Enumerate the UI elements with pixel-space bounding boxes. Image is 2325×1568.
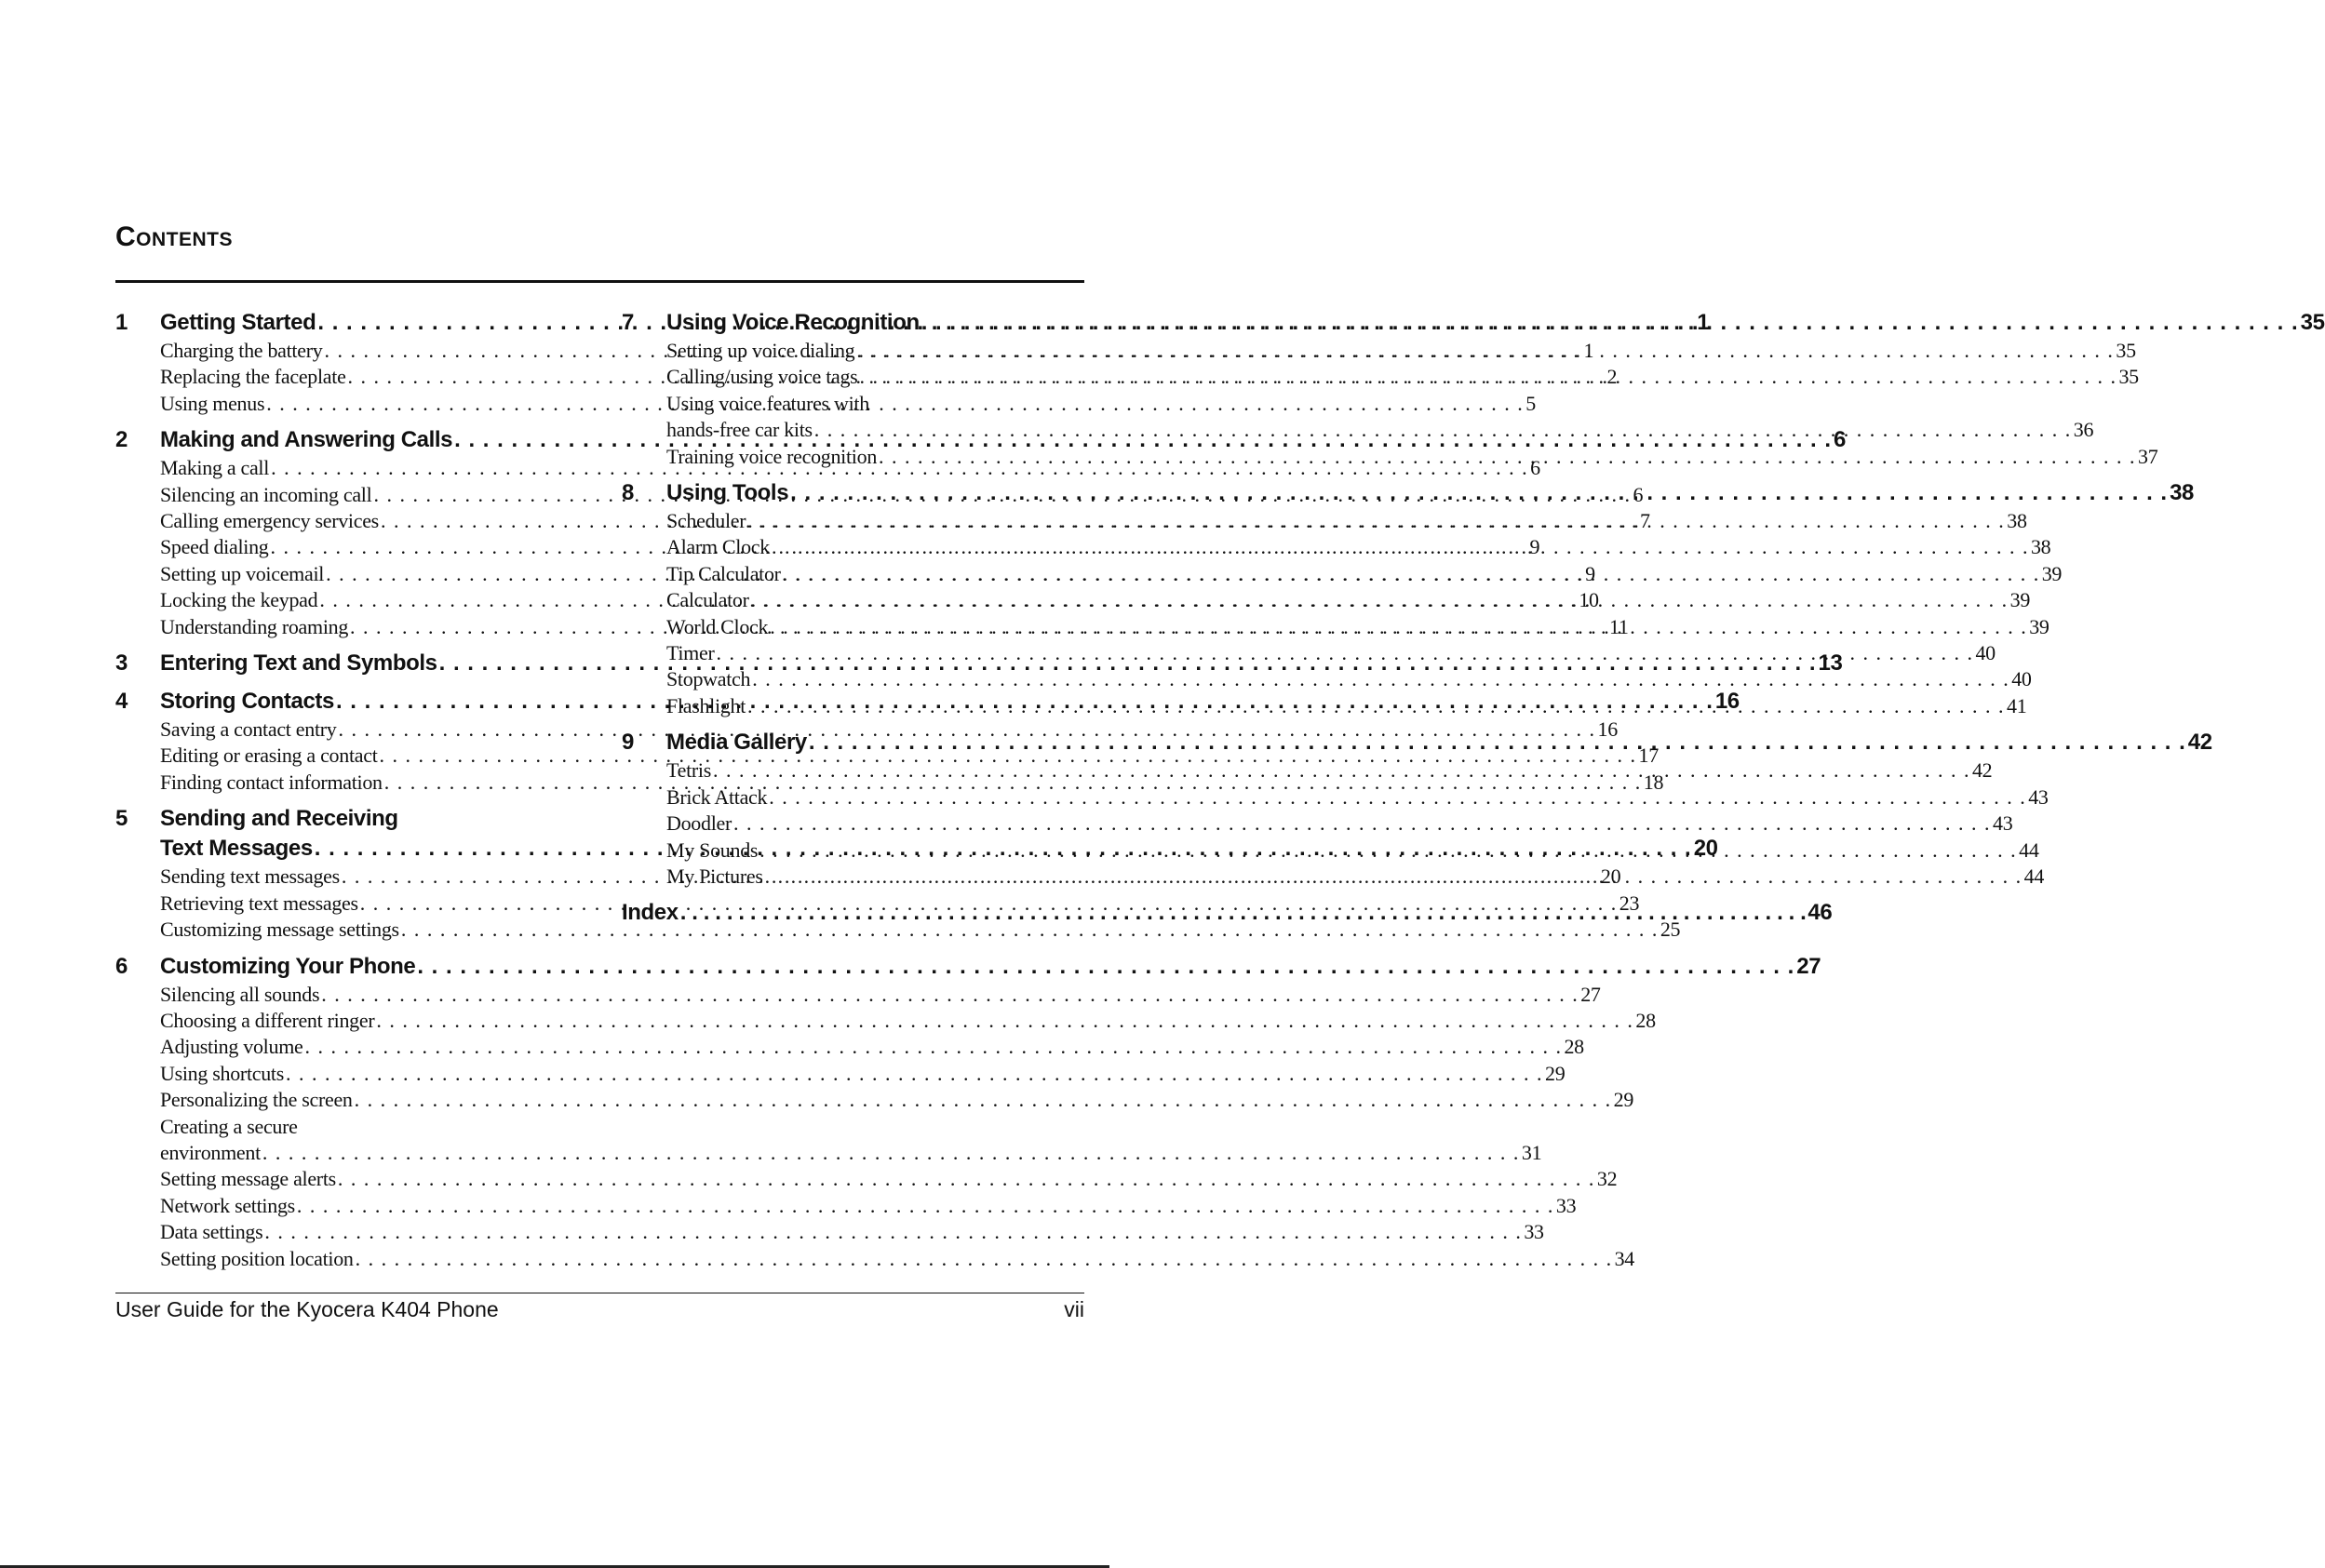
dot-leader [769, 784, 2026, 811]
toc-item[interactable] [666, 508, 2027, 534]
toc-item-label: Choosing a different ringer [160, 1008, 375, 1032]
dot-leader [321, 982, 1579, 1008]
index-label: Index [622, 900, 679, 926]
toc-item-list [115, 982, 1656, 1272]
section-number: 5 [115, 806, 128, 832]
toc-item[interactable] [666, 784, 2049, 811]
toc-item-label: Personalizing the screen [160, 1088, 353, 1112]
toc-item-page: 1 [1583, 339, 1594, 362]
section-number: 2 [115, 427, 128, 453]
dot-leader [747, 508, 2005, 534]
section-title-row[interactable] [666, 308, 2325, 338]
toc-item[interactable] [160, 1219, 1544, 1245]
toc-item-page: 23 [1619, 891, 1640, 915]
section-number: 3 [115, 650, 128, 677]
toc-item-label: Adjusting volume [160, 1035, 303, 1059]
toc-item-label-line: Creating a secure [160, 1114, 298, 1138]
toc-item-page: 25 [1660, 918, 1681, 942]
toc-item-page: 32 [1596, 1167, 1618, 1191]
toc-item-label: Setting up voicemail [160, 561, 325, 585]
toc-item[interactable] [160, 1008, 1656, 1034]
dot-leader [304, 1034, 1562, 1060]
toc-item[interactable] [666, 534, 2051, 560]
toc-item-page: 29 [1613, 1088, 1634, 1112]
toc-item-label: Finding contact information [160, 770, 383, 794]
toc-item-label: Understanding roaming [160, 614, 349, 638]
section-page: 38 [2170, 480, 2194, 506]
toc-item-page: 11 [1609, 614, 1629, 638]
toc-item-label: Stopwatch [666, 667, 751, 691]
toc-item[interactable] [160, 917, 1681, 943]
toc-item-label: Calculator [666, 588, 749, 612]
toc-item-page: 35 [2116, 339, 2136, 362]
toc-item[interactable] [160, 1140, 1542, 1166]
toc-item-page: 44 [2019, 838, 2039, 862]
section-page: 16 [1714, 689, 1740, 715]
section-title: Media Gallery [666, 730, 807, 756]
section-page: 35 [2300, 310, 2325, 335]
toc-item-label: Retrieving text messages [160, 891, 358, 915]
toc-item-page: 29 [1545, 1061, 1566, 1085]
toc-item-label: Alarm Clock [666, 535, 770, 559]
toc-item-label: Making a call [160, 456, 270, 480]
toc-item[interactable] [666, 364, 2139, 390]
toc-item[interactable] [160, 982, 1601, 1008]
toc-item-label: Speed dialing [160, 535, 269, 559]
dot-leader [286, 1061, 1543, 1087]
dot-leader [752, 666, 2009, 692]
toc-item-label: Silencing all sounds [160, 982, 320, 1006]
toc-item-label: My Sounds [666, 838, 759, 862]
toc-item-page: 37 [2138, 444, 2158, 468]
dot-leader [751, 587, 2009, 613]
toc-item-page: 7 [1639, 509, 1650, 533]
toc-item-page: 2 [1606, 365, 1618, 389]
toc-item-label: Timer [666, 641, 715, 665]
section-title: Text Messages [160, 836, 313, 862]
toc-item-page: 43 [1993, 811, 2013, 836]
section-page: 20 [1693, 836, 1718, 862]
toc-item-page: 17 [1638, 744, 1659, 768]
toc-item-page: 38 [2030, 535, 2051, 559]
dot-leader [713, 757, 1970, 784]
section-page: 6 [1834, 427, 1846, 453]
toc-item-page: 40 [2011, 667, 2032, 691]
dot-leader [856, 338, 2114, 364]
toc-item-page: 9 [1585, 561, 1595, 585]
toc-item-list [622, 338, 2158, 470]
toc-item-label: Sending text messages [160, 864, 340, 889]
dot-leader [417, 952, 1794, 982]
toc-item-label: Tip Calculator [666, 561, 781, 585]
section-body [160, 952, 1821, 982]
section-title: Customizing Your Phone [160, 953, 416, 979]
section-title: Entering Text and Symbols [160, 650, 437, 677]
toc-item-label: environment [160, 1140, 261, 1164]
toc-item[interactable] [160, 1246, 1635, 1272]
toc-item-label: Network settings [160, 1193, 295, 1217]
dot-leader [879, 444, 2136, 470]
section-title: Using Voice Recognition [666, 310, 920, 335]
toc-item-page: 18 [1643, 770, 1664, 794]
section-number: 8 [622, 480, 634, 506]
dot-leader [921, 308, 2299, 338]
toc-item-page: 31 [1521, 1140, 1542, 1164]
title-rule [115, 280, 1084, 283]
toc-item-label: Replacing the faceplate [160, 365, 346, 389]
index-page: 46 [1808, 900, 1833, 926]
toc-item[interactable] [666, 666, 2032, 692]
dot-leader [376, 1008, 1633, 1034]
dot-leader [765, 864, 2023, 890]
dot-leader [783, 561, 2040, 587]
toc-item-page: 20 [1600, 864, 1621, 889]
dot-leader [859, 364, 2117, 390]
toc-item-label: Using menus [160, 391, 265, 415]
toc-item-page: 38 [2007, 509, 2027, 533]
dot-leader [356, 1246, 1613, 1272]
toc-item-page: 40 [1975, 641, 1996, 665]
dot-leader [262, 1140, 1520, 1166]
toc-section [115, 952, 1821, 982]
dot-leader [747, 693, 2005, 719]
toc-item-page: 28 [1564, 1035, 1584, 1059]
index-row-inner [622, 898, 1832, 928]
dot-leader [680, 898, 1807, 928]
dot-leader [759, 838, 2017, 864]
toc-item-label: Customizing message settings [160, 918, 399, 942]
toc-item-label: Tetris [666, 758, 711, 783]
dot-leader [355, 1087, 1612, 1113]
dot-leader [297, 1193, 1554, 1219]
toc-item-label: Silencing an incoming call [160, 482, 372, 506]
toc-item-label: World Clock [666, 614, 769, 638]
section-title-row[interactable] [160, 952, 1821, 982]
toc-item-label: Doodler [666, 811, 732, 836]
toc-item-page: 39 [2041, 561, 2063, 585]
toc-item-page: 34 [1614, 1246, 1635, 1270]
page-title: Contents [115, 221, 233, 252]
section-title-row[interactable] [666, 478, 2194, 508]
dot-leader [264, 1219, 1522, 1245]
toc-item-label: Saving a contact entry [160, 717, 337, 742]
toc-item-page: 33 [1555, 1193, 1577, 1217]
section-title-line: Sending and Receiving [160, 806, 398, 832]
toc-item-page: 6 [1633, 482, 1644, 506]
section-page: 1 [1697, 310, 1710, 335]
section-title: Making and Answering Calls [160, 427, 453, 453]
section-number: 7 [622, 310, 634, 335]
toc-item-label: Training voice recognition [666, 444, 878, 468]
section-page: 13 [1818, 650, 1843, 677]
toc-item-label: My Pictures [666, 864, 763, 888]
section-body [666, 308, 2325, 338]
dot-leader [790, 478, 2168, 508]
footer-document-title: User Guide for the Kyocera K404 Phone [115, 1297, 499, 1321]
toc-item-page: 10 [1579, 588, 1599, 612]
toc-item-label: Editing or erasing a contact [160, 744, 378, 768]
toc-item[interactable] [160, 1034, 1584, 1060]
dot-leader [772, 534, 2029, 560]
toc-item-page: 16 [1597, 717, 1618, 742]
section-title: Getting Started [160, 310, 316, 335]
toc-item[interactable] [666, 417, 2094, 443]
section-number: 6 [115, 953, 128, 979]
toc-item[interactable] [160, 1087, 1634, 1113]
toc-item-page: 33 [1524, 1220, 1544, 1244]
section-body [666, 478, 2194, 508]
toc-section [622, 308, 2325, 338]
toc-item-label: Calling/using voice tags [666, 365, 858, 389]
dot-leader [814, 417, 2072, 443]
toc-item[interactable] [666, 811, 2013, 837]
toc-item-page: 9 [1529, 535, 1540, 559]
toc-item[interactable] [666, 561, 2063, 587]
toc-item-label: Setting position location [160, 1246, 354, 1270]
toc-item[interactable] [160, 1061, 1566, 1087]
footer-page-number: vii [1064, 1297, 1084, 1321]
toc-section [622, 478, 2194, 508]
toc-item-label: Setting up voice dialing [666, 339, 855, 362]
toc-item-page: 41 [2007, 693, 2027, 717]
toc-item-page: 39 [2009, 588, 2031, 612]
toc-item-page: 35 [2118, 365, 2139, 389]
toc-item-label: hands-free car kits [666, 418, 813, 442]
toc-item-label: Data settings [160, 1220, 263, 1244]
section-title: Storing Contacts [160, 689, 334, 715]
toc-item-label: Brick Attack [666, 784, 768, 809]
toc-item-page: 28 [1635, 1008, 1656, 1032]
section-title: Using Tools [666, 480, 789, 506]
toc-item[interactable] [160, 1193, 1577, 1219]
toc-item[interactable] [666, 444, 2158, 470]
toc-item-label: Using shortcuts [160, 1061, 285, 1085]
toc-item-page: 42 [1971, 758, 1993, 783]
section-page: 27 [1796, 953, 1821, 979]
section-number: 9 [622, 730, 634, 756]
toc-item-label-line: Using voice features with [666, 391, 869, 415]
toc-item-label: Scheduler [666, 509, 746, 533]
toc-item-label: Flashlight [666, 693, 746, 717]
section-number: 4 [115, 689, 128, 715]
toc-item-page: 36 [2073, 418, 2094, 442]
toc-item-page: 43 [2028, 784, 2049, 809]
toc-item-page: 5 [1525, 391, 1536, 415]
toc-item[interactable] [666, 338, 2136, 364]
toc-item-label: Calling emergency services [160, 509, 379, 533]
toc-item-label: Setting message alerts [160, 1167, 336, 1191]
toc-item-page: 44 [2023, 864, 2045, 888]
dot-leader [809, 728, 2186, 757]
toc-item-label: Locking the keypad [160, 588, 318, 612]
section-page: 42 [2187, 730, 2212, 756]
toc-item-page: 6 [1530, 456, 1540, 480]
section-number: 1 [115, 310, 128, 335]
toc-item-page: 39 [2029, 614, 2049, 638]
dot-leader [733, 811, 1991, 837]
dot-leader [716, 640, 1973, 666]
toc-item[interactable] [160, 1166, 1618, 1192]
dot-leader [770, 614, 2027, 640]
toc-item-label: Charging the battery [160, 339, 323, 362]
dot-leader [338, 1166, 1595, 1192]
toc-item-page: 27 [1580, 982, 1601, 1006]
